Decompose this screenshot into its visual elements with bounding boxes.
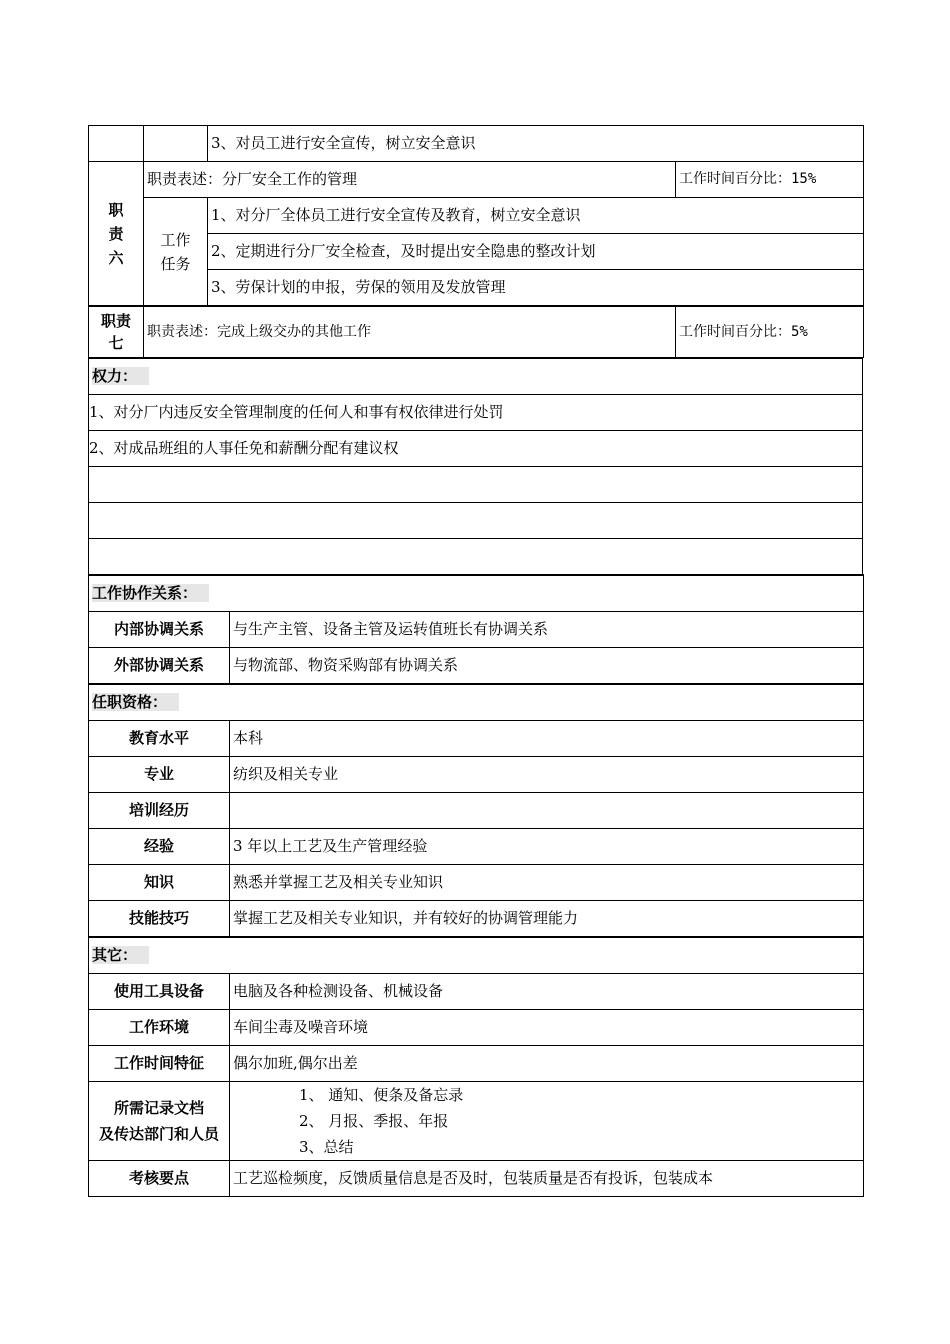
- qual-row: [89, 865, 864, 901]
- coop-internal-label: 内部协调关系: [89, 612, 230, 648]
- qual-label: 知识: [89, 865, 230, 901]
- other-row: [89, 1010, 864, 1046]
- power-heading: [89, 358, 863, 395]
- qual-value: 纺织及相关专业: [230, 757, 864, 793]
- duty6-label-text: 职责六: [108, 200, 124, 267]
- coop-heading-text: 工作协作关系：: [92, 584, 209, 602]
- docs-label-line-1: 所需记录文档: [113, 1099, 204, 1117]
- other-row: [89, 1046, 864, 1082]
- duty6-task-1: 1、对分厂全体员工进行安全宣传及教育，树立安全意识: [208, 198, 864, 234]
- duty6-task-3: 3、劳保计划的申报，劳保的领用及发放管理: [208, 270, 864, 307]
- duty6-desc: 职责表述：分厂安全工作的管理: [144, 162, 676, 198]
- duty5-task3-row: [89, 126, 864, 162]
- assess-value: 工艺巡检频度，反馈质量信息是否及时，包装质量是否有投诉，包装成本: [230, 1161, 864, 1197]
- job-description-page: [88, 125, 863, 1197]
- other-value: 车间尘毒及噪音环境: [230, 1010, 864, 1046]
- duty6-desc-row: [89, 162, 864, 198]
- duties-table: [88, 125, 864, 358]
- duty6-label: [89, 162, 144, 307]
- docs-label: [89, 1082, 230, 1161]
- power-empty-row: [89, 503, 863, 539]
- qual-row: [89, 829, 864, 865]
- power-heading-text: 权力：: [92, 367, 149, 385]
- duty6-task-label-text: 工作任务: [160, 230, 191, 273]
- qual-label: 经验: [89, 829, 230, 865]
- coop-external-value: 与物流部、物资采购部有协调关系: [230, 648, 864, 684]
- qual-value: 3 年以上工艺及生产管理经验: [230, 829, 864, 865]
- coop-external-label: 外部协调关系: [89, 648, 230, 684]
- duty6-task-label: [144, 198, 208, 307]
- qual-table: [88, 683, 864, 937]
- other-label: 使用工具设备: [89, 974, 230, 1010]
- duty6-task-2: 2、定期进行分厂安全检查，及时提出安全隐患的整改计划: [208, 234, 864, 270]
- qual-value: 熟悉并掌握工艺及相关专业知识: [230, 865, 864, 901]
- duty6-pct: 工作时间百分比：15%: [676, 162, 864, 198]
- coop-heading: [89, 575, 864, 612]
- docs-item: 3、总结: [299, 1138, 354, 1156]
- other-heading-text: 其它：: [92, 946, 149, 964]
- qual-value: [230, 793, 864, 829]
- qual-label: 培训经历: [89, 793, 230, 829]
- qual-value: 掌握工艺及相关专业知识，并有较好的协调管理能力: [230, 901, 864, 937]
- duty5-task3: 3、对员工进行安全宣传，树立安全意识: [208, 126, 864, 162]
- qual-row: [89, 901, 864, 937]
- docs-item: 2、 月报、季报、年报: [299, 1112, 449, 1130]
- power-empty-row: [89, 539, 863, 575]
- power-item-2: 2、对成品班组的人事任免和薪酬分配有建议权: [89, 431, 863, 467]
- duty7-label-text: 职责七: [100, 312, 131, 352]
- duty7-row: [89, 306, 864, 358]
- other-table: [88, 936, 864, 1197]
- coop-table: [88, 574, 864, 684]
- qual-label: 专业: [89, 757, 230, 793]
- duty5-task-label-cell: [144, 126, 208, 162]
- other-value: 电脑及各种检测设备、机械设备: [230, 974, 864, 1010]
- docs-value: [230, 1082, 864, 1161]
- coop-internal-row: [89, 612, 864, 648]
- qual-row: [89, 757, 864, 793]
- power-table: [88, 357, 863, 575]
- other-heading: [89, 937, 864, 974]
- docs-row: [89, 1082, 864, 1161]
- duty6-task1-row: [89, 198, 864, 234]
- duty7-pct: 工作时间百分比：5%: [676, 306, 864, 358]
- qual-label: 教育水平: [89, 721, 230, 757]
- qual-heading-text: 任职资格：: [92, 693, 179, 711]
- power-item-1: 1、对分厂内违反安全管理制度的任何人和事有权依律进行处罚: [89, 395, 863, 431]
- duty5-label-cell: [89, 126, 144, 162]
- other-row: [89, 974, 864, 1010]
- docs-item: 1、 通知、便条及备忘录: [299, 1086, 464, 1104]
- qual-label: 技能技巧: [89, 901, 230, 937]
- qual-row: [89, 793, 864, 829]
- coop-internal-value: 与生产主管、设备主管及运转值班长有协调关系: [230, 612, 864, 648]
- coop-external-row: [89, 648, 864, 684]
- duty7-desc: 职责表述：完成上级交办的其他工作: [144, 306, 676, 358]
- other-label: 工作环境: [89, 1010, 230, 1046]
- assess-label: 考核要点: [89, 1161, 230, 1197]
- other-value: 偶尔加班,偶尔出差: [230, 1046, 864, 1082]
- qual-value: 本科: [230, 721, 864, 757]
- docs-label-line-2: 及传达部门和人员: [98, 1125, 219, 1143]
- duty7-label: [89, 306, 144, 358]
- other-label: 工作时间特征: [89, 1046, 230, 1082]
- power-empty-row: [89, 467, 863, 503]
- qual-row: [89, 721, 864, 757]
- assess-row: [89, 1161, 864, 1197]
- qual-heading: [89, 684, 864, 721]
